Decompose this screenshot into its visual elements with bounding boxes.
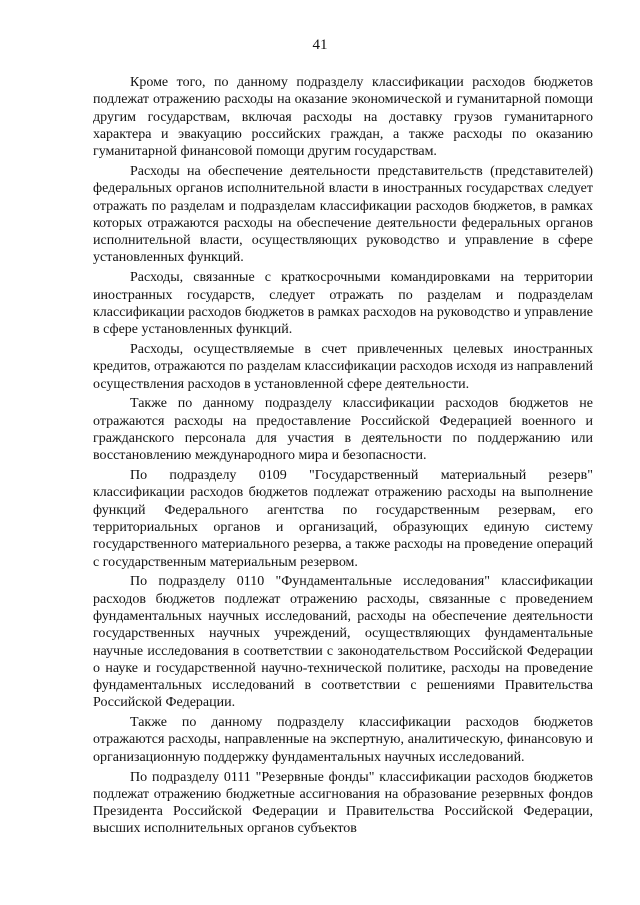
paragraph-subsection-0109: По подразделу 0109 "Государственный материальный резерв" классификации расходов бюджетов подлежат отражению расходы на выполнение функций Федерального агентства по государственным резервам, его территориальных органов и организаций, образующих единую систему государственного материального резерва, а также расходы на проведение операций с государственным материальным резервом. <box>93 468 593 570</box>
document-body <box>93 74 593 840</box>
paragraph-research-support: Также по данному подразделу классификации расходов бюджетов отражаются расходы, направленные на экспертную, аналитическую, финансовую и организационную поддержку фундаментальных научных исследований. <box>93 715 593 765</box>
page-number: 41 <box>312 37 328 53</box>
paragraph-subsection-0110: По подразделу 0110 "Фундаментальные исследования" классификации расходов бюджетов подлежат отражению расходы, связанные с проведением фундаментальных научных исследований, расходы на обеспечение деятельности государственных научных учреждений, осуществляющих фундаментальные научные исследования в соответствии с законодательством Российской Федерации о науке и государственной научно-технической политике, расходы на проведение фундаментальных исследований в соответствии с решениями Правительства Российской Федерации. <box>93 574 593 711</box>
paragraph-subsection-0111: По подразделу 0111 "Резервные фонды" классификации расходов бюджетов подлежат отражению бюджетные ассигнования на образование резервных фондов Президента Российской Федерации и Правительства Российской Федерации, высших исполнительных органов субъектов <box>93 769 593 837</box>
paragraph-business-trips: Расходы, связанные с краткосрочными командировками на территории иностранных государств, следует отражать по разделам и подразделам классификации расходов бюджетов в рамках расходов на руководство и управление в сфере установленных функций. <box>93 270 593 338</box>
paragraph-foreign-credits: Расходы, осуществляемые в счет привлеченных целевых иностранных кредитов, отражаются по разделам классификации расходов исходя из направлений осуществления расходов в установленной сфере деятельности. <box>93 341 593 392</box>
paragraph-peacekeeping-exclusion: Также по данному подразделу классификации расходов бюджетов не отражаются расходы на предоставление Российской Федерацией военного и гражданского персонала для участия в деятельности по поддержанию или восстановлению международного мира и безопасности. <box>93 396 593 464</box>
paragraph-economic-humanitarian-aid: Кроме того, по данному подразделу классификации расходов бюджетов подлежат отражению расходы на оказание экономической и гуманитарной помощи другим государствам, включая расходы на доставку грузов гуманитарного характера и эвакуацию российских граждан, а также расходы по оказанию гуманитарной финансовой помощи другим государствам. <box>93 75 593 160</box>
paragraph-representations-abroad: Расходы на обеспечение деятельности представительств (представителей) федеральных органов исполнительной власти в иностранных государствах следует отражать по разделам и подразделам классификации расходов бюджетов, в рамках которых отражаются расходы на обеспечение деятельности федеральных органов исполнительной власти, осуществляющих руководство и управление в сфере установленных функций. <box>93 163 593 266</box>
